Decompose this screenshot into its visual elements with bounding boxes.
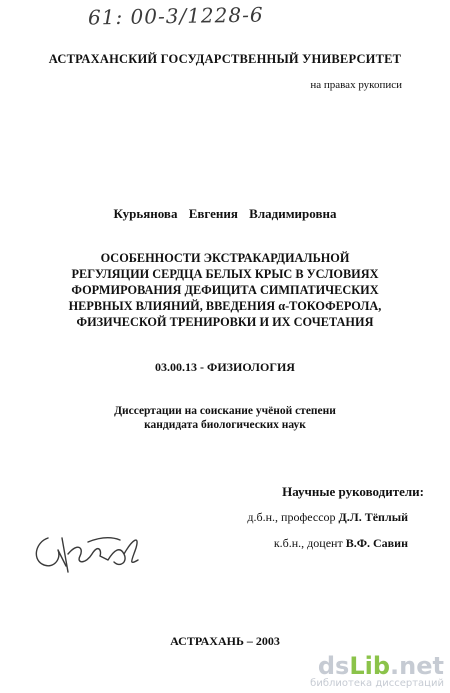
watermark-caption: библиотека диссертаций [310,678,444,689]
rights-note: на правах рукописи [310,79,402,91]
author-name [0,206,450,222]
supervisor-title: д.б.н., профессор [247,510,336,524]
degree-line: кандидата биологических наук [144,419,306,431]
city-year: АСТРАХАНЬ – 2003 [170,634,280,648]
supervisor-entry [274,536,408,551]
title-line: РЕГУЛЯЦИИ СЕРДЦА БЕЛЫХ КРЫС В УСЛОВИЯХ [71,267,379,281]
university-name: АСТРАХАНСКИЙ ГОСУДАРСТВЕННЫЙ УНИВЕРСИТЕТ [48,52,402,66]
handwritten-catalog-number: 61: 00-3/1228-6 [87,2,264,30]
degree-line: Диссертации на соискание учёной степени [114,405,336,417]
supervisors-heading: Научные руководители: [282,484,424,499]
author-patronymic: Владимировна [249,206,337,221]
supervisor-entry [247,510,408,525]
supervisor-name: Д.Л. Тёплый [338,510,408,524]
title-line: ФИЗИЧЕСКОЙ ТРЕНИРОВКИ И ИХ СОЧЕТАНИЯ [76,315,374,329]
title-line: ФОРМИРОВАНИЯ ДЕФИЦИТА СИМПАТИЧЕСКИХ [71,283,379,297]
supervisor-title: к.б.н., доцент [273,536,343,550]
supervisor-name: В.Ф. Савин [345,536,408,550]
title-line: НЕРВНЫХ ВЛИЯНИЙ, ВВЕДЕНИЯ α-ТОКОФЕРОЛА, [68,299,382,313]
specialty-code: 03.00.13 - ФИЗИОЛОГИЯ [155,360,295,374]
degree-statement [0,404,450,432]
author-surname: Курьянова [113,206,178,221]
watermark-logo: dsLib.net [317,652,444,680]
watermark [310,652,444,689]
handwritten-signature [28,520,158,580]
author-first-name: Евгения [188,206,238,221]
dissertation-title [0,250,450,330]
title-line: ОСОБЕННОСТИ ЭКСТРАКАРДИАЛЬНОЙ [100,251,350,265]
